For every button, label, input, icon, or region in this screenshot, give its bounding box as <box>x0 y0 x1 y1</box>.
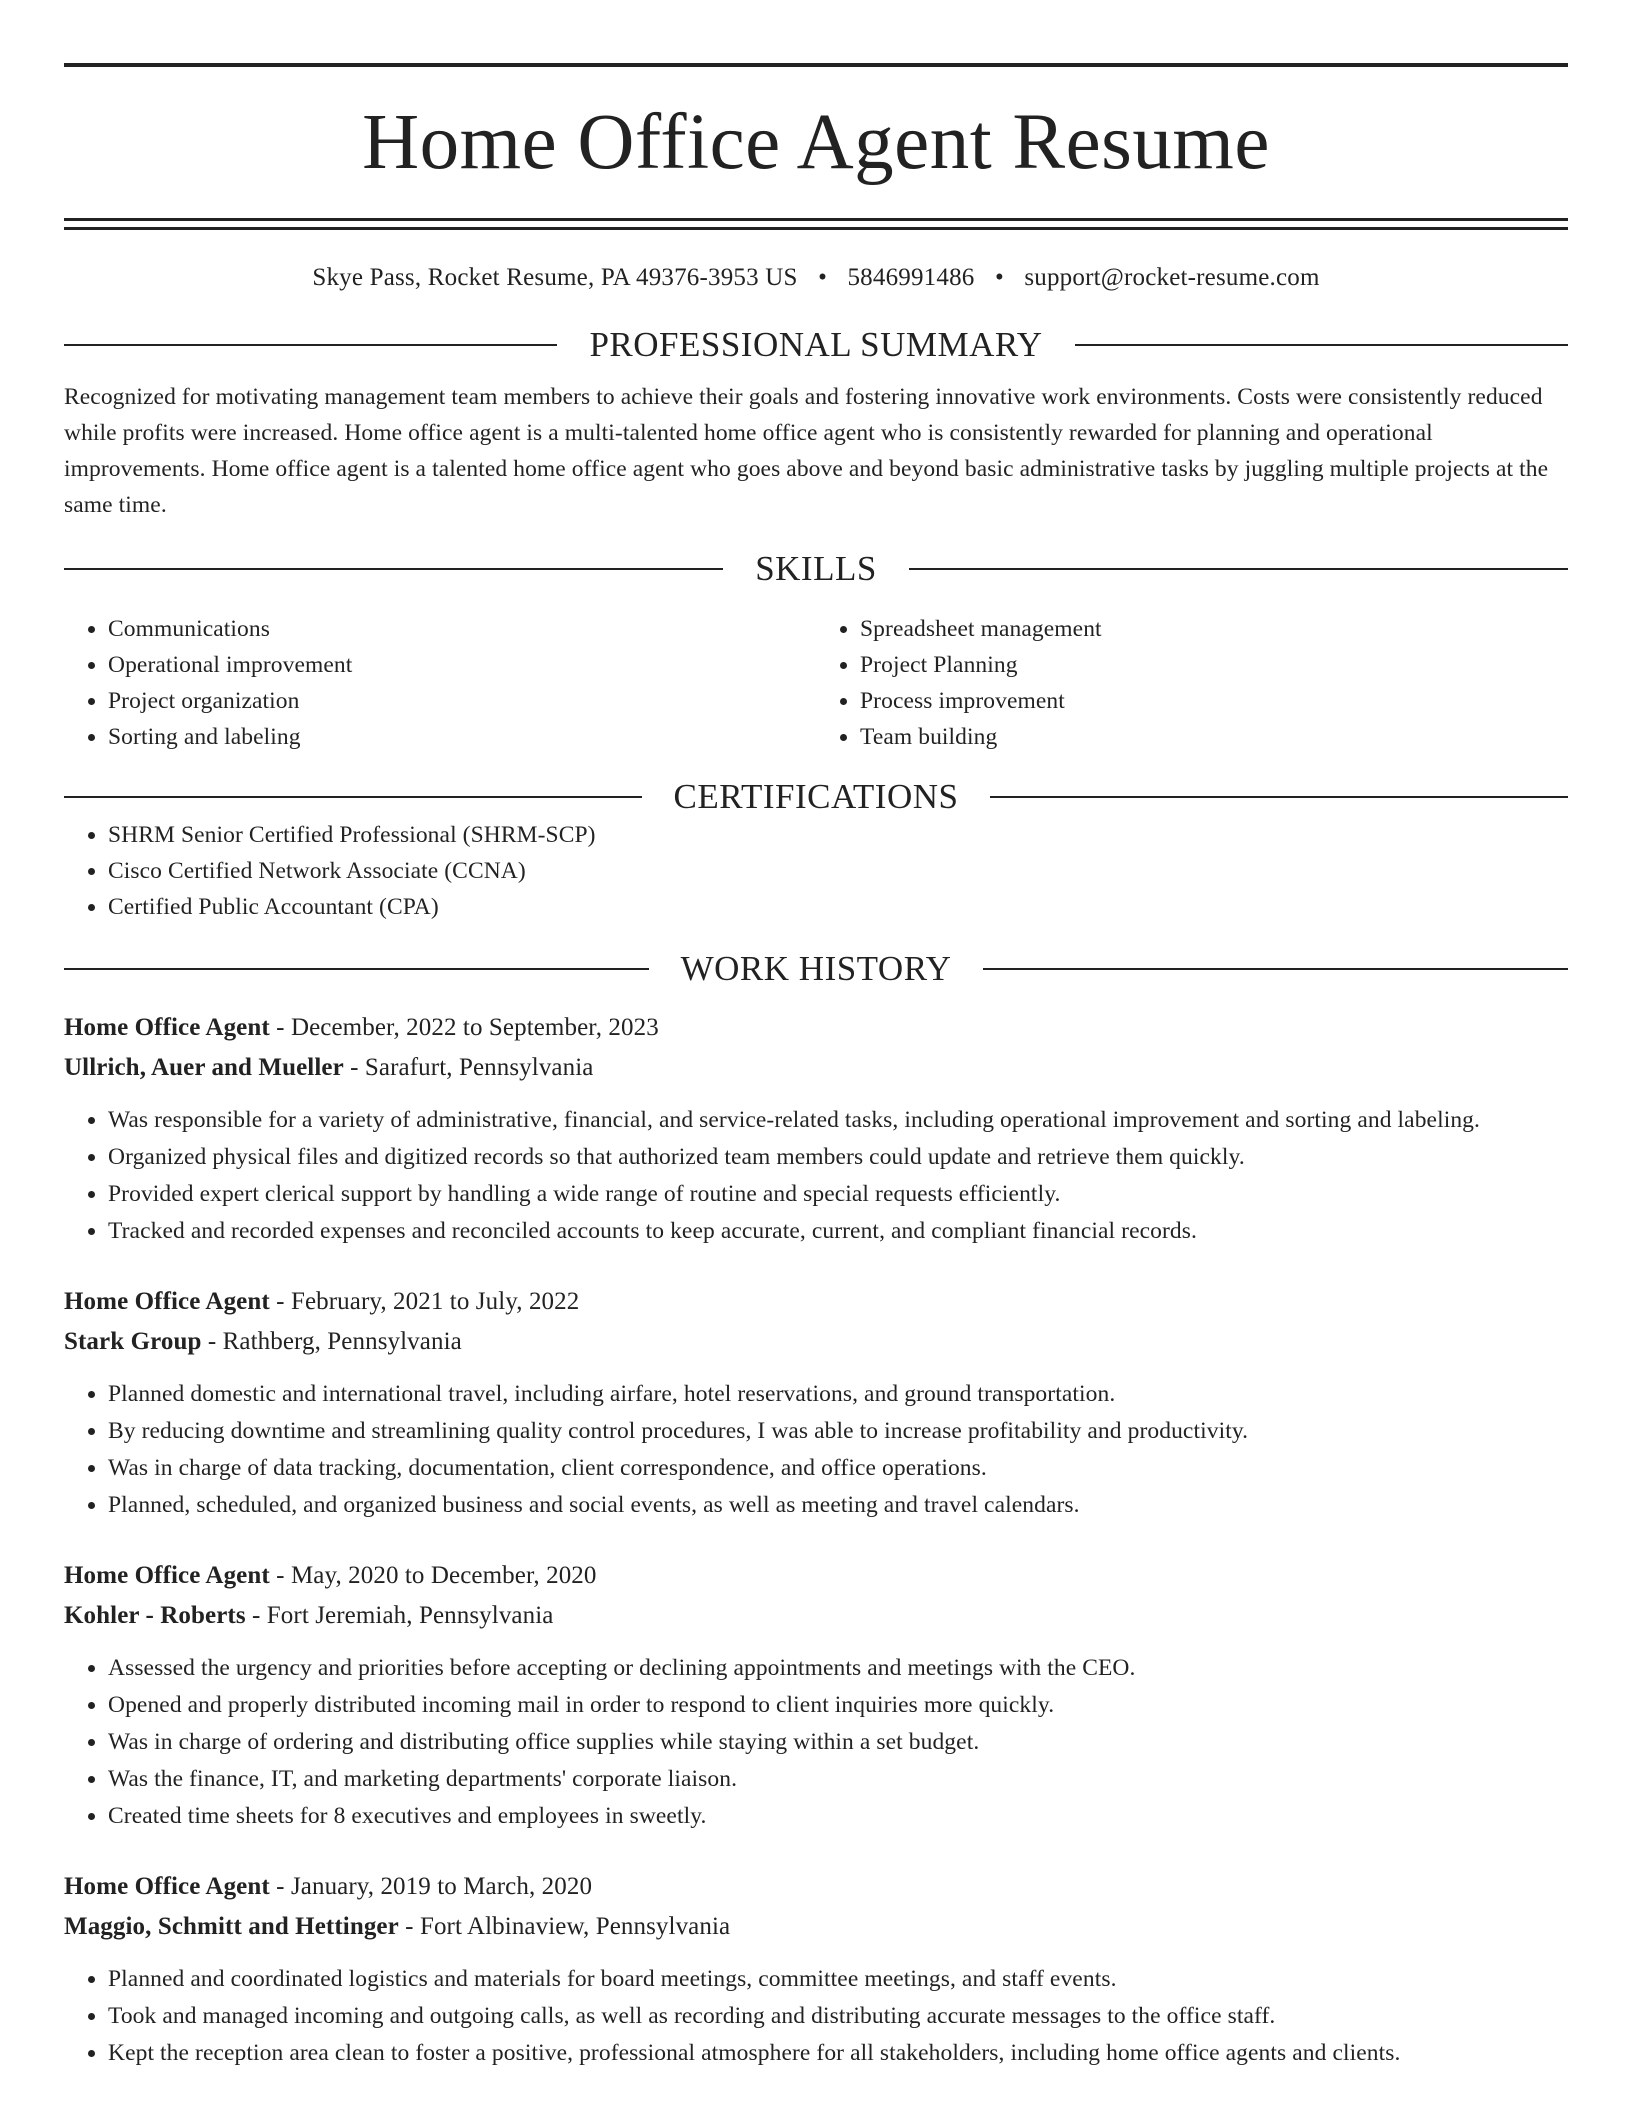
certification-item: • Cisco Certified Network Associate (CCNA) <box>108 853 1568 889</box>
contact-address: Skye Pass, Rocket Resume, PA 49376-3953 US <box>312 264 798 291</box>
skill-item: • Communications <box>108 611 816 647</box>
skills-list-right <box>816 611 1568 755</box>
job-bullet: • Was in charge of ordering and distributing office supplies while staying within a set budget. <box>108 1724 1568 1761</box>
job-title: Home Office Agent <box>64 1873 270 1900</box>
certifications-heading <box>64 777 1568 817</box>
job-title-line <box>64 1282 1568 1322</box>
job-bullet: • By reducing downtime and streamlining quality control procedures, I was able to increase profitability and productivity. <box>108 1413 1568 1450</box>
summary-heading <box>64 325 1568 365</box>
job-company-line <box>64 1048 1568 1088</box>
job-bullets <box>64 1102 1568 1250</box>
work-history-list <box>64 1008 1568 2072</box>
job-location: - Rathberg, Pennsylvania <box>201 1328 462 1355</box>
job-bullets <box>64 1961 1568 2072</box>
job-dates: - December, 2022 to September, 2023 <box>269 1014 659 1041</box>
certification-item: • Certified Public Accountant (CPA) <box>108 889 1568 925</box>
job-location: - Fort Jeremiah, Pennsylvania <box>245 1602 554 1629</box>
summary-heading-label: PROFESSIONAL SUMMARY <box>589 325 1043 364</box>
job-bullet: • Planned and coordinated logistics and materials for board meetings, committee meetings, and staff events. <box>108 1961 1568 1998</box>
skills-list-left <box>64 611 816 755</box>
heading-rule <box>64 344 557 346</box>
title-double-rule <box>64 218 1568 230</box>
heading-rule <box>1075 344 1568 346</box>
skill-item: • Project Planning <box>860 647 1568 683</box>
heading-rule <box>64 968 649 970</box>
job-entry <box>64 1867 1568 2072</box>
top-rule <box>64 63 1568 67</box>
heading-rule <box>990 796 1568 798</box>
work-history-heading <box>64 949 1568 989</box>
job-title-line <box>64 1867 1568 1907</box>
job-bullet: • Took and managed incoming and outgoing calls, as well as recording and distributing accurate messages to the office staff. <box>108 1998 1568 2035</box>
job-bullet: • Was responsible for a variety of administrative, financial, and service-related tasks, including operational improvement and sorting and labeling. <box>108 1102 1568 1139</box>
job-dates: - May, 2020 to December, 2020 <box>269 1562 597 1589</box>
job-bullet: • Created time sheets for 8 executives and employees in sweetly. <box>108 1798 1568 1835</box>
job-company-line <box>64 1596 1568 1636</box>
contact-email: support@rocket-resume.com <box>1024 264 1320 291</box>
skill-item: • Team building <box>860 719 1568 755</box>
skill-item: • Spreadsheet management <box>860 611 1568 647</box>
job-location: - Fort Albinaview, Pennsylvania <box>398 1913 731 1940</box>
job-location: - Sarafurt, Pennsylvania <box>343 1054 594 1081</box>
heading-rule <box>64 568 723 570</box>
job-bullet: • Planned domestic and international travel, including airfare, hotel reservations, and ground transportation. <box>108 1376 1568 1413</box>
job-bullet: • Kept the reception area clean to foster a positive, professional atmosphere for all stakeholders, including home office agents and clients. <box>108 2035 1568 2072</box>
job-company: Maggio, Schmitt and Hettinger <box>64 1913 399 1940</box>
job-bullet: • Planned, scheduled, and organized business and social events, as well as meeting and travel calendars. <box>108 1487 1568 1524</box>
job-title: Home Office Agent <box>64 1562 270 1589</box>
heading-rule <box>983 968 1568 970</box>
contact-separator: • <box>994 264 1004 291</box>
job-entry <box>64 1008 1568 1250</box>
job-dates: - February, 2021 to July, 2022 <box>269 1288 580 1315</box>
job-bullet: • Was the finance, IT, and marketing departments' corporate liaison. <box>108 1761 1568 1798</box>
certifications-list <box>64 817 1568 925</box>
heading-rule <box>909 568 1568 570</box>
job-title: Home Office Agent <box>64 1014 270 1041</box>
job-entry <box>64 1282 1568 1524</box>
summary-text: Recognized for motivating management team members to achieve their goals and fostering innovative work environments. Costs were consistently reduced while profits were increased. Home office agent is a multi-talented home office agent who is consistently rewarded for planning and operational improvements. Home office agent is a talented home office agent who goes above and beyond basic administrative tasks by juggling multiple projects at the same time. <box>64 384 1549 518</box>
skills-grid <box>64 611 1568 755</box>
resume-page <box>64 0 1568 2104</box>
job-title-line <box>64 1008 1568 1048</box>
job-entry <box>64 1556 1568 1835</box>
job-dates: - January, 2019 to March, 2020 <box>269 1873 593 1900</box>
job-bullets <box>64 1650 1568 1835</box>
job-bullet: • Provided expert clerical support by handling a wide range of routine and special requests efficiently. <box>108 1176 1568 1213</box>
job-bullet: • Assessed the urgency and priorities before accepting or declining appointments and meetings with the CEO. <box>108 1650 1568 1687</box>
skills-heading-label: SKILLS <box>755 549 877 588</box>
certification-item: • SHRM Senior Certified Professional (SHRM-SCP) <box>108 817 1568 853</box>
job-bullet: • Organized physical files and digitized records so that authorized team members could update and retrieve them quickly. <box>108 1139 1568 1176</box>
job-company: Kohler - Roberts <box>64 1602 246 1629</box>
resume-title: Home Office Agent Resume <box>362 99 1270 186</box>
job-title-line <box>64 1556 1568 1596</box>
job-bullet: • Was in charge of data tracking, documentation, client correspondence, and office operations. <box>108 1450 1568 1487</box>
heading-rule <box>64 796 642 798</box>
contact-line <box>64 263 1568 293</box>
job-bullets <box>64 1376 1568 1524</box>
skills-heading <box>64 549 1568 589</box>
job-title: Home Office Agent <box>64 1288 270 1315</box>
job-bullet: • Tracked and recorded expenses and reconciled accounts to keep accurate, current, and compliant financial records. <box>108 1213 1568 1250</box>
job-company-line <box>64 1907 1568 1947</box>
certifications-heading-label: CERTIFICATIONS <box>673 777 959 816</box>
skill-item: • Process improvement <box>860 683 1568 719</box>
skill-item: • Operational improvement <box>108 647 816 683</box>
job-bullet: • Opened and properly distributed incoming mail in order to respond to client inquiries more quickly. <box>108 1687 1568 1724</box>
skill-item: • Project organization <box>108 683 816 719</box>
contact-separator: • <box>818 264 828 291</box>
job-company: Ullrich, Auer and Mueller <box>64 1054 344 1081</box>
job-company: Stark Group <box>64 1328 202 1355</box>
contact-phone: 5846991486 <box>847 264 975 291</box>
job-company-line <box>64 1322 1568 1362</box>
work-history-heading-label: WORK HISTORY <box>680 949 952 988</box>
skill-item: • Sorting and labeling <box>108 719 816 755</box>
